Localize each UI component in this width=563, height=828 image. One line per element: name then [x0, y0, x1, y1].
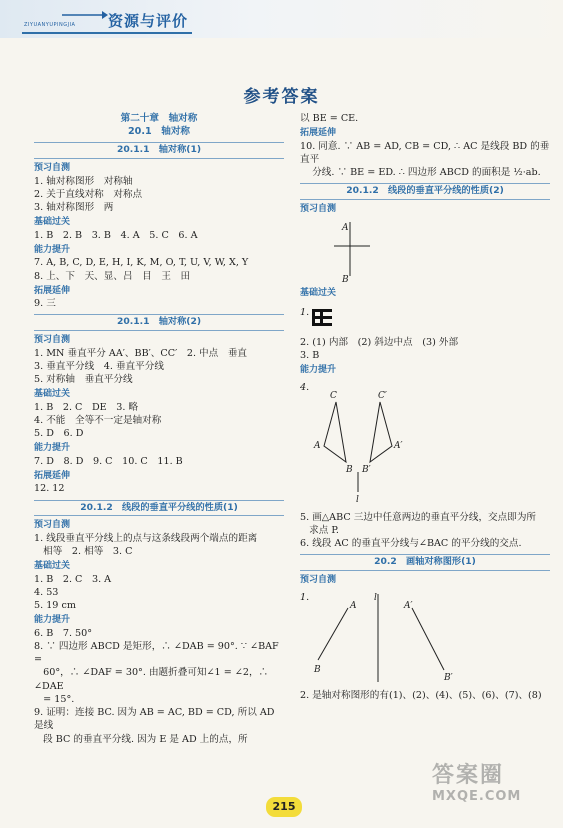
answer-line: 8. ∵ 四边形 ABCD 是矩形，∴ ∠DAB = 90°. ∵ ∠BAF = — [34, 640, 282, 666]
section-label: 能力提升 — [34, 244, 71, 255]
figure-number: 1. — [300, 306, 310, 318]
answer-line: 7. D 8. D 9. C 10. C 11. B — [34, 455, 183, 467]
watermark-top: 答案圈 — [432, 763, 505, 788]
answer-line: 1. B 2. C DE 3. 略 — [34, 401, 139, 413]
answer-line: 2. (1) 内部 (2) 斜边中点 (3) 外部 — [300, 336, 459, 348]
answer-line: 段 BC 的垂直平分线. 因为 E 是 AD 上的点，所 — [34, 733, 248, 745]
answer-line: 6. 线段 AC 的垂直平分线与∠BAC 的平分线的交点. — [300, 538, 522, 550]
answer-line: 5. 画△ABC 三边中任意两边的垂直平分线，交点即为所 — [300, 511, 537, 523]
answer-line: 3. 轴对称图形 两 — [34, 202, 114, 214]
answer-line: 1. MN 垂直平分 AA′、BB′、CC′ 2. 中点 垂直 — [34, 347, 248, 359]
answer-line: 1. B 2. B 3. B 4. A 5. C 6. A — [34, 229, 198, 241]
answer-line: 8. 上、下 天、显、吕 目 王 田 — [34, 270, 191, 282]
figure-label-b: B — [346, 464, 353, 475]
answer-line: 5. 19 cm — [34, 600, 76, 612]
answer-line: 60°，∴ ∠DAF = 30°. 由题折叠可知∠1 = ∠2，∴ ∠DAE — [34, 667, 272, 692]
glyph-shape — [312, 309, 332, 326]
section-label: 拓展延伸 — [34, 285, 71, 296]
section-label: 能力提升 — [300, 365, 337, 376]
section-label: 基础过关 — [300, 288, 337, 299]
subsection-heading: 20.1.1 轴对称(1) — [34, 142, 284, 159]
arrow-icon — [62, 10, 108, 20]
answer-line: 12. 12 — [34, 483, 65, 495]
answer-line: 3. 垂直平分线 4. 垂直平分线 — [34, 360, 164, 372]
chapter-heading: 20.1 轴对称 — [127, 126, 191, 138]
brand-title: 资源与评价 — [108, 12, 189, 30]
glyph-left — [312, 309, 315, 326]
figure-glyph — [300, 303, 420, 333]
answer-line: 6. B 7. 50° — [34, 627, 93, 639]
answer-line: 求点 P. — [300, 524, 339, 536]
subsection-heading: 20.1.2 线段的垂直平分线的性质(2) — [300, 183, 550, 200]
section-label: 基础过关 — [34, 217, 71, 228]
section-label: 基础过关 — [34, 561, 71, 572]
figure-reflected-triangles — [300, 380, 500, 508]
figure-label-a: A — [314, 440, 321, 451]
answer-line: 9. 三 — [34, 298, 56, 310]
watermark-bottom: MXQE.COM — [432, 789, 522, 804]
section-label: 能力提升 — [34, 615, 71, 626]
subsection-heading: 20.1.1 轴对称(2) — [34, 314, 284, 331]
segment-ab — [318, 608, 348, 660]
answer-line: 2. 关于直线对称 对称点 — [34, 188, 143, 200]
figure-label-b: B — [314, 664, 321, 675]
answer-line: 10. 同意. ∵ AB = AD, CB = CD, ∴ AC 是线段 BD 的垂直平 — [300, 140, 550, 165]
figure-label-a: A — [350, 600, 357, 611]
figure-label-b-prime: B′ — [362, 464, 371, 475]
subsection-heading: 20.1.2 线段的垂直平分线的性质(1) — [34, 500, 284, 517]
answer-line: 9. 证明：连接 BC. 因为 AB = AC, BD = CD, 所以 AD 是线 — [34, 707, 278, 732]
answer-line: 1. 线段垂直平分线上的点与这条线段两个端点的距离 — [34, 532, 258, 544]
page-number: 215 — [266, 797, 302, 817]
figure-label-c: C — [330, 390, 337, 401]
answer-line: 4. 不能 全等不一定是轴对称 — [34, 414, 162, 426]
brand-banner — [22, 8, 192, 34]
triangle-abc-prime — [370, 402, 392, 462]
watermark-logo — [432, 758, 552, 824]
page-title: 参考答案 — [243, 87, 320, 107]
section-label: 基础过关 — [34, 389, 71, 400]
section-label: 预习自测 — [34, 163, 71, 174]
answer-line: 分线. ∵ BE = ED. ∴ 四边形 ABCD 的面积是 ½·ab. — [300, 167, 541, 179]
answer-line: 2. 是轴对称图形的有(1)、(2)、(4)、(5)、(6)、(7)、(8) — [300, 689, 542, 701]
figure-label-a-prime: A′ — [404, 600, 413, 611]
answer-line: 5. D 6. D — [34, 428, 84, 440]
figure-perpendicular-cross — [300, 218, 420, 284]
answer-line: 3. B — [300, 350, 320, 362]
section-label: 预习自测 — [300, 575, 337, 586]
figure-reflected-segments — [300, 590, 500, 686]
section-label: 预习自测 — [34, 520, 71, 531]
answer-line: 1. 轴对称图形 对称轴 — [34, 175, 133, 187]
right-column — [300, 112, 550, 702]
figure-number: 1. — [300, 591, 310, 603]
figure-label-a-prime: A′ — [394, 440, 403, 451]
answer-line: 5. 对称轴 垂直平分线 — [34, 373, 133, 385]
section-label: 拓展延伸 — [300, 128, 337, 139]
answer-line: 4. 53 — [34, 586, 59, 598]
section-label: 能力提升 — [34, 443, 71, 454]
answer-line: 7. A, B, C, D, E, H, I, K, M, O, T, U, V, W, X, Y — [34, 257, 249, 269]
subsection-heading: 20.2 画轴对称图形(1) — [300, 554, 550, 571]
section-label: 拓展延伸 — [34, 470, 71, 481]
chapter-heading: 第二十章 轴对称 — [120, 113, 198, 124]
answer-line: 1. B 2. C 3. A — [34, 573, 112, 585]
figure-label-l: l — [356, 494, 359, 505]
figure-label-b-prime: B′ — [444, 672, 453, 683]
glyph-stem — [320, 309, 323, 326]
answer-line: = 15°. — [34, 693, 75, 705]
brand-subtitle: ZIYUANYUPINGJIA — [24, 22, 76, 28]
segment-ab-prime — [412, 608, 444, 670]
section-label: 预习自测 — [34, 335, 71, 346]
triangle-abc — [324, 402, 346, 462]
figure-number: 4. — [300, 381, 310, 393]
section-label: 预习自测 — [300, 204, 337, 215]
figure-label-a: A — [342, 223, 349, 234]
left-column — [34, 112, 284, 746]
answer-line: 以 BE = CE. — [300, 113, 359, 124]
figure-label-c-prime: C′ — [378, 390, 387, 401]
figure-label-b: B — [342, 275, 349, 285]
answer-line: 相等 2. 相等 3. C — [34, 545, 133, 557]
figure-label-l: l — [374, 592, 377, 603]
